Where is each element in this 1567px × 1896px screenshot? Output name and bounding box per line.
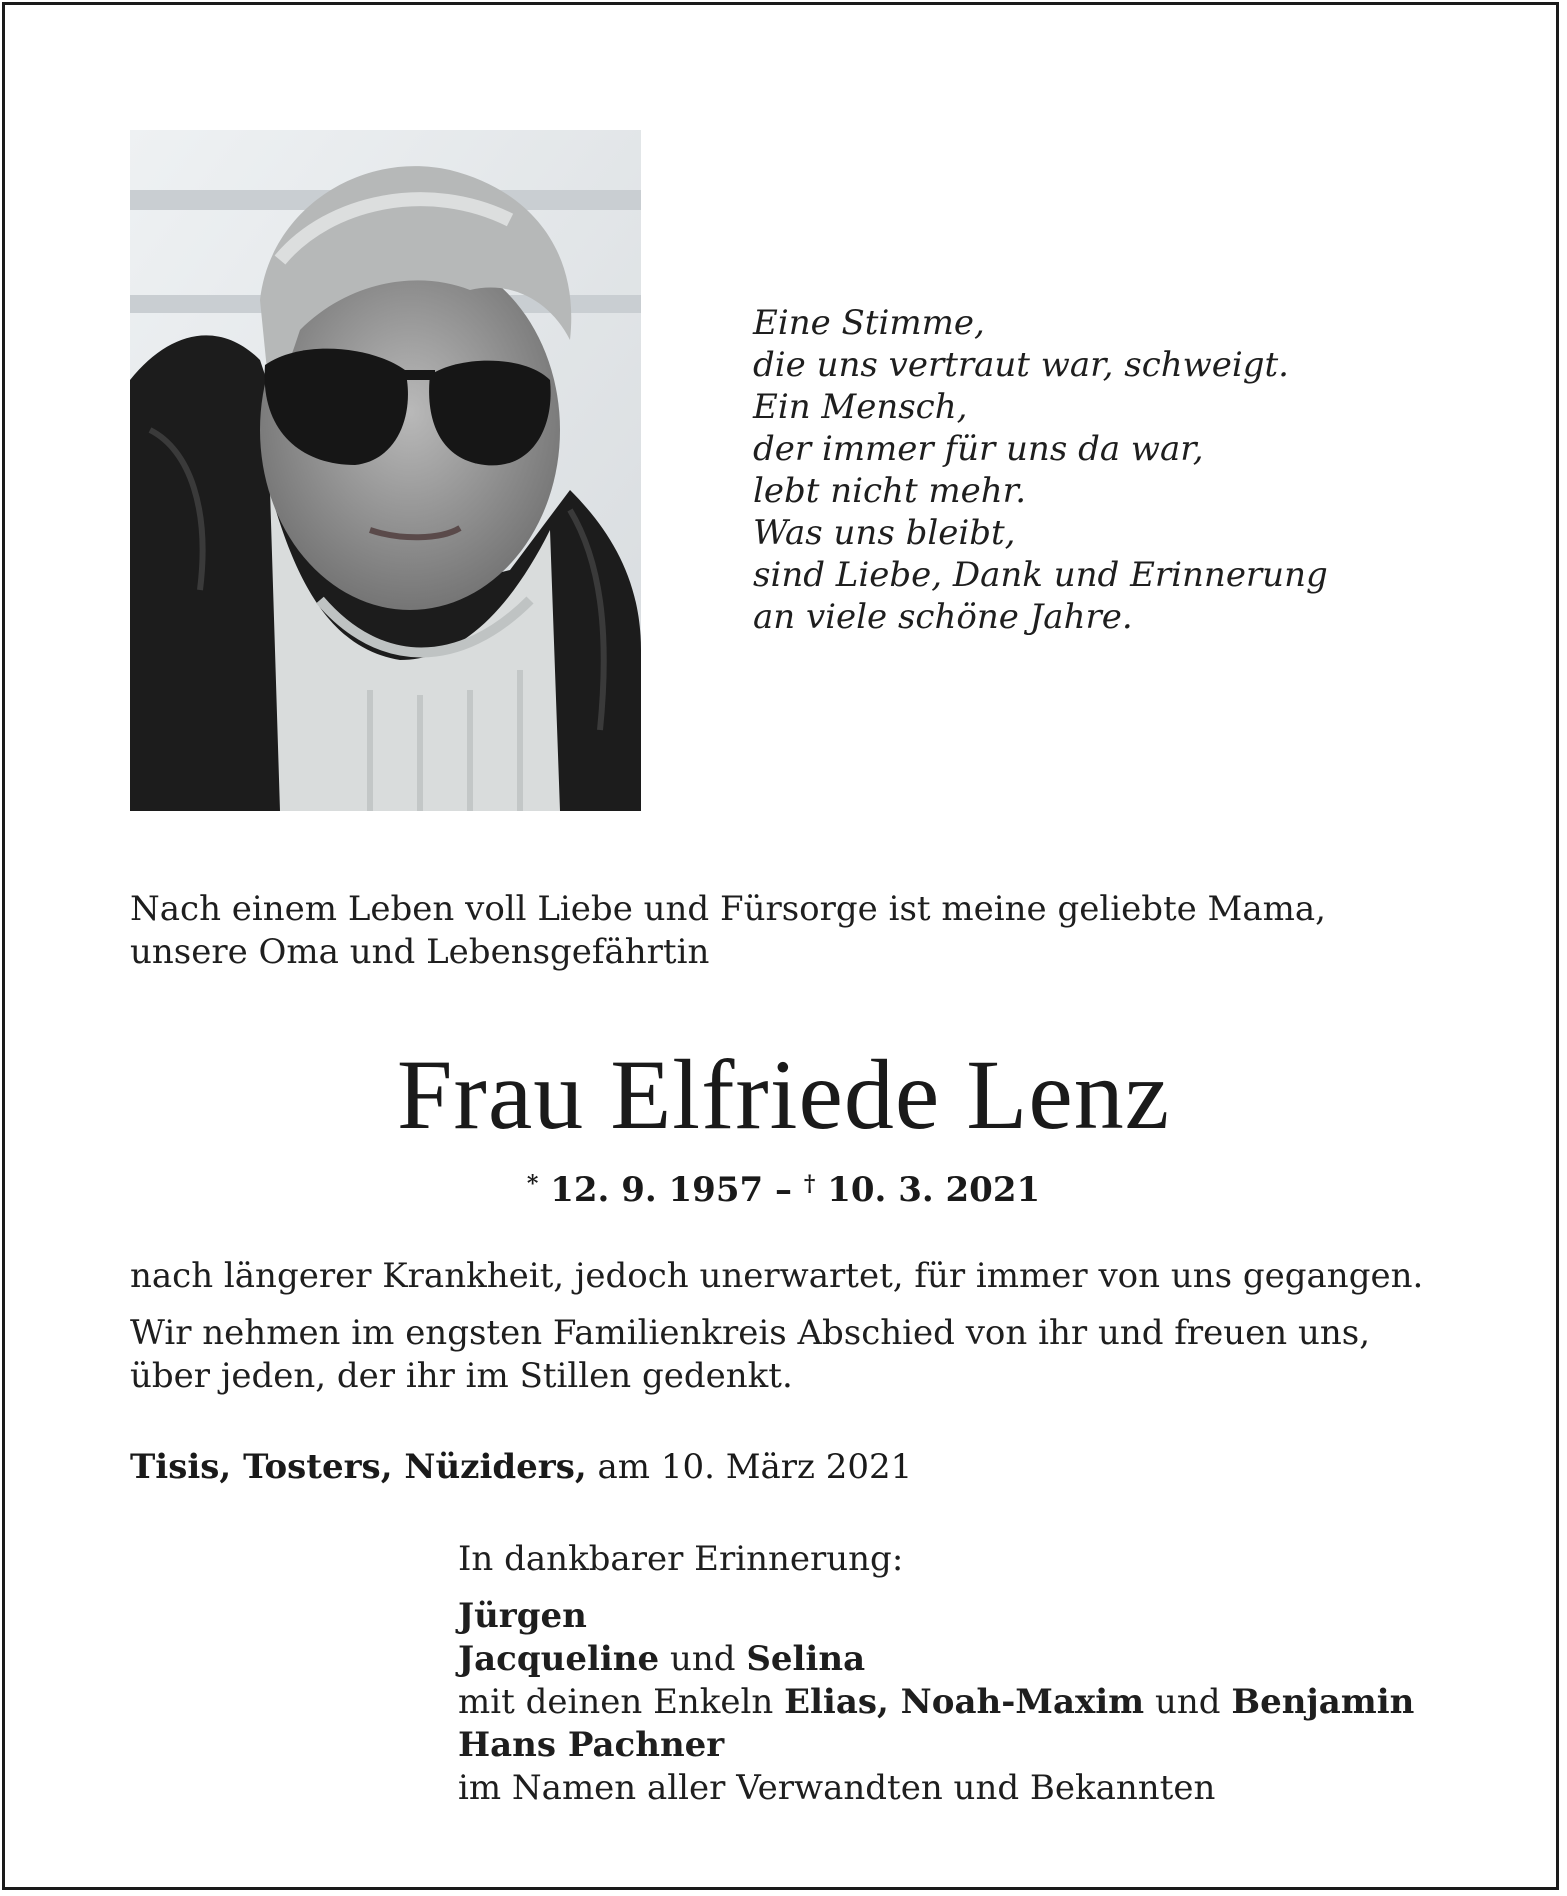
intro-text: Nach einem Leben voll Liebe und Fürsorge ist meine geliebte Mama, unsere Oma und Lebensgefährtin (130, 889, 1326, 972)
conjunction: und (669, 1639, 736, 1679)
death-symbol: † (803, 1171, 816, 1197)
deceased-name: Frau Elfriede Lenz (396, 1039, 1171, 1150)
signer-name: Selina (746, 1639, 866, 1679)
poem-line: Ein Mensch, (753, 387, 968, 427)
death-date: 10. 3. 2021 (827, 1170, 1041, 1210)
signers-block (458, 1538, 1414, 1810)
date-separator: – (775, 1170, 792, 1210)
poem-line: Was uns bleibt, (753, 513, 1016, 553)
poem-line: sind Liebe, Dank und Erinnerung (753, 555, 1328, 595)
grandchild-name: Benjamin (1231, 1682, 1415, 1722)
poem-line: die uns vertraut war, schweigt. (753, 345, 1289, 385)
signer-name: Jürgen (458, 1596, 587, 1636)
signers-closing: im Namen aller Verwandten und Bekannten (458, 1768, 1216, 1808)
announcement-date: am 10. März 2021 (597, 1447, 913, 1487)
place-and-date (130, 1446, 912, 1489)
portrait-photo (130, 130, 641, 811)
announcement-body (130, 1255, 1450, 1412)
signer-name: Hans Pachner (458, 1725, 725, 1765)
poem-line: der immer für uns da war, (753, 429, 1204, 469)
poem (753, 302, 1328, 638)
birth-symbol: * (526, 1171, 539, 1197)
grandchildren-prefix: mit deinen Enkeln (458, 1682, 774, 1722)
body-paragraph: nach längerer Krankheit, jedoch unerwartet, für immer von uns gegangen. (130, 1256, 1424, 1296)
signer-name: Jacqueline (458, 1639, 660, 1679)
life-dates (0, 1162, 1567, 1212)
body-paragraph: Wir nehmen im engsten Familienkreis Abschied von ihr und freuen uns, über jeden, der ihr im Stillen gedenkt. (130, 1313, 1371, 1396)
grandchildren-names: Elias, Noah-Maxim (784, 1682, 1145, 1722)
poem-line: lebt nicht mehr. (753, 471, 1026, 511)
conjunction: und (1154, 1682, 1221, 1722)
place-towns: Tisis, Tosters, Nüziders, (130, 1447, 587, 1487)
poem-line: Eine Stimme, (753, 303, 985, 343)
poem-line: an viele schöne Jahre. (753, 597, 1133, 637)
signers-heading: In dankbarer Erinnerung: (458, 1539, 904, 1579)
birth-date: 12. 9. 1957 (550, 1170, 764, 1210)
